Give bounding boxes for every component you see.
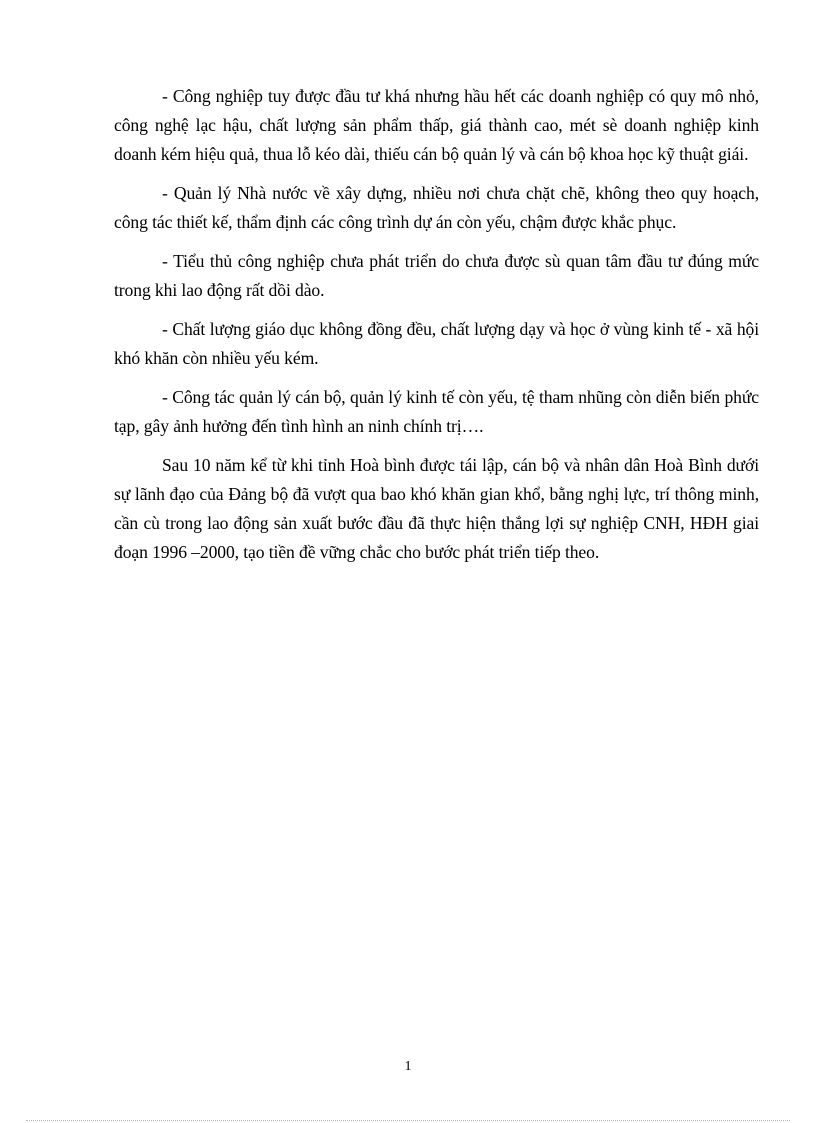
paragraph-education: - Chất lượng giáo dục không đồng đều, chất lượng dạy và học ở vùng kinh tế - xã hội khó khăn còn nhiều yếu kém.: [114, 319, 759, 368]
paragraph-cadre-management: - Công tác quản lý cán bộ, quản lý kinh tế còn yếu, tệ tham nhũng còn diễn biến phức tạp, gây ảnh hưởng đến tình hình an ninh chính trị….: [114, 387, 759, 436]
page-number: 1: [404, 1059, 412, 1074]
page-bottom-divider: [26, 1120, 790, 1121]
paragraph-industry: - Công nghiệp tuy được đầu tư khá nhưng hầu hết các doanh nghiệp có quy mô nhỏ, công nghệ lạc hậu, chất lượng sản phẩm thấp, giá thành cao, mét sè doanh nghiệp kinh doanh kém hiệu quả, thua lỗ kéo dài, thiếu cán bộ quản lý và cán bộ khoa học kỹ thuật giái.: [114, 86, 759, 164]
body-text: [114, 82, 759, 577]
paragraph-construction-management: - Quản lý Nhà nước về xây dựng, nhiều nơi chưa chặt chẽ, không theo quy hoạch, công tác thiết kế, thẩm định các công trình dự án còn yếu, chậm được khắc phục.: [114, 183, 759, 232]
paragraph-handicrafts: - Tiểu thủ công nghiệp chưa phát triển do chưa được sù quan tâm đầu tư đúng mức trong khi lao động rất dồi dào.: [114, 251, 759, 300]
paragraph-conclusion: Sau 10 năm kể từ khi tỉnh Hoà bình được tái lập, cán bộ và nhân dân Hoà Bình dưới sự lãnh đạo của Đảng bộ đã vượt qua bao khó khăn gian khổ, bằng nghị lực, trí thông minh, cần cù trong lao động sản xuất bước đầu đã thực hiện thắng lợi sự nghiệp CNH, HĐH giai đoạn 1996 –2000, tạo tiền đề vững chắc cho bước phát triển tiếp theo.: [114, 455, 759, 562]
